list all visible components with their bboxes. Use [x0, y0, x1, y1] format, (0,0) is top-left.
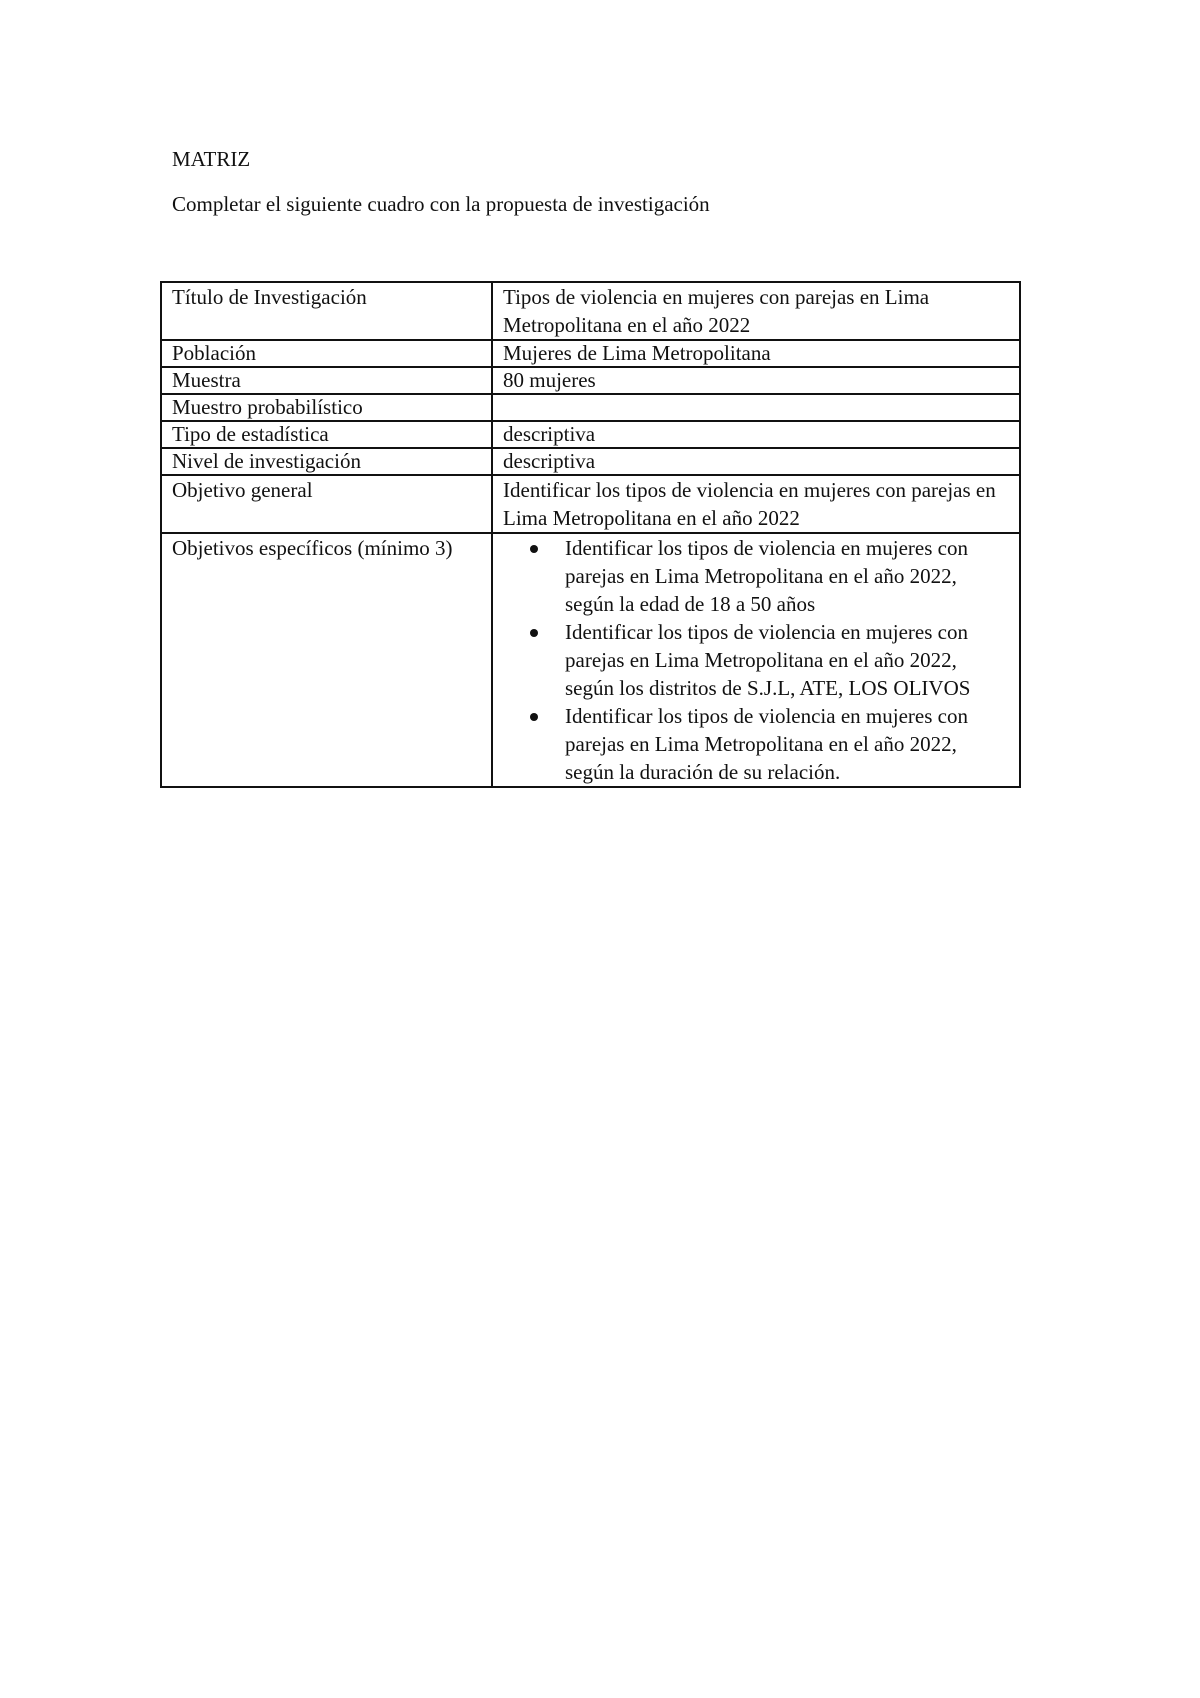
row-label: Muestra [161, 367, 492, 394]
bullet-icon [530, 545, 538, 553]
row-label: Tipo de estadística [161, 421, 492, 448]
bullet-icon [530, 629, 538, 637]
row-label: Población [161, 340, 492, 367]
table-row-muestreo [161, 394, 1020, 421]
row-label: Objetivo general [161, 475, 492, 533]
list-item-text: Identificar los tipos de violencia en mujeres con parejas en Lima Metropolitana en el año 2022, según la duración de su relación. [565, 704, 968, 784]
list-item [565, 534, 1011, 618]
row-value: Identificar los tipos de violencia en mujeres con parejas en Lima Metropolitana en el año 2022 [492, 475, 1020, 533]
row-value-empty [492, 394, 1020, 421]
row-value: 80 mujeres [492, 367, 1020, 394]
list-item-text: Identificar los tipos de violencia en mujeres con parejas en Lima Metropolitana en el año 2022, según los distritos de S.J.L, ATE, LOS OLIVOS [565, 620, 971, 700]
table-row-titulo [161, 282, 1020, 340]
document-title: MATRIZ [172, 147, 251, 171]
table-row-nivel-investigacion [161, 448, 1020, 475]
bullet-icon [530, 713, 538, 721]
row-value: Tipos de violencia en mujeres con parejas en Lima Metropolitana en el año 2022 [492, 282, 1020, 340]
research-matrix-table [160, 281, 1021, 788]
row-value: descriptiva [492, 421, 1020, 448]
list-item-text: Identificar los tipos de violencia en mujeres con parejas en Lima Metropolitana en el año 2022, según la edad de 18 a 50 años [565, 536, 968, 616]
row-label: Nivel de investigación [161, 448, 492, 475]
row-label: Objetivos específicos (mínimo 3) [161, 533, 492, 787]
table-row-objetivos-especificos [161, 533, 1020, 787]
table-row-tipo-estadistica [161, 421, 1020, 448]
table-row-poblacion [161, 340, 1020, 367]
instruction-text: Completar el siguiente cuadro con la propuesta de investigación [172, 192, 710, 216]
table-row-muestra [161, 367, 1020, 394]
list-item [565, 702, 1011, 786]
row-value: Mujeres de Lima Metropolitana [492, 340, 1020, 367]
row-value-list [492, 533, 1020, 787]
row-value: descriptiva [492, 448, 1020, 475]
table-row-objetivo-general [161, 475, 1020, 533]
row-label: Muestro probabilístico [161, 394, 492, 421]
list-item [565, 618, 1011, 702]
row-label: Título de Investigación [161, 282, 492, 340]
specific-objectives-list [503, 534, 1011, 786]
